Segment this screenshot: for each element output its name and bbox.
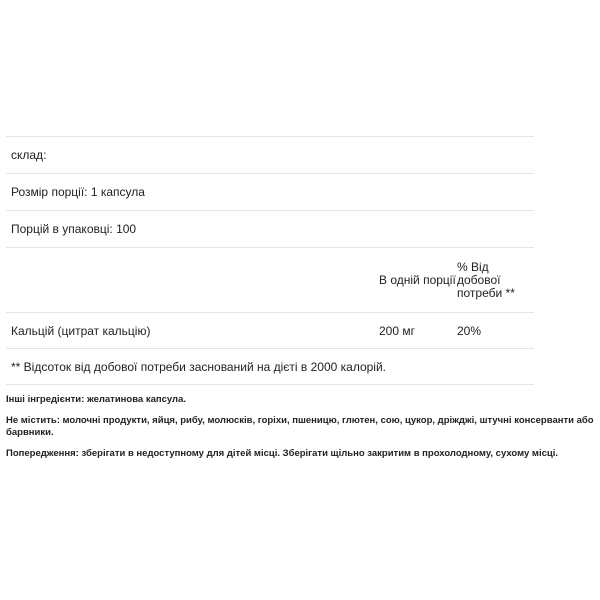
warning [6,448,596,460]
servings-per-container: Порцій в упаковці: 100 [11,222,137,236]
serving-size: Розмір порції: 1 капсула [11,185,145,199]
free-of-label: Не містить: [6,415,60,426]
warning-text: зберігати в недоступному для дітей місці. Зберігати щільно закритим в прохолодному, сухому місці. [81,448,558,459]
other-ingredients [6,394,596,406]
ingredient-amount: 200 мг [379,323,415,338]
header-daily-value: % Від добової потреби ** [457,259,515,300]
ingredient-daily-value: 20% [457,323,482,338]
facts-title-row [6,136,534,173]
free-of-text: молочні продукти, яйця, рибу, молюсків, горіхи, пшеницю, глютен, сою, цукор, дріжджі, штучні консерванти або барвники. [6,415,594,438]
table-row [6,312,534,348]
other-ingredients-label: Інші інгредієнти: [6,394,85,405]
facts-header-row [6,247,534,312]
product-notes [6,394,596,469]
serving-size-row [6,173,534,210]
footnote: ** Відсоток від добової потреби заснований на дієті в 2000 калорій. [11,359,387,374]
other-ingredients-text: желатинова капсула. [86,394,187,405]
warning-label: Попередження: [6,448,79,459]
footnote-row [6,348,534,385]
facts-title: склад: [11,148,47,162]
supplement-facts-table [6,136,534,385]
servings-per-container-row [6,210,534,247]
header-amount-per-serving: В одній порції [379,272,456,287]
free-of [6,415,596,439]
ingredient-name: Кальцій (цитрат кальцію) [11,323,151,338]
